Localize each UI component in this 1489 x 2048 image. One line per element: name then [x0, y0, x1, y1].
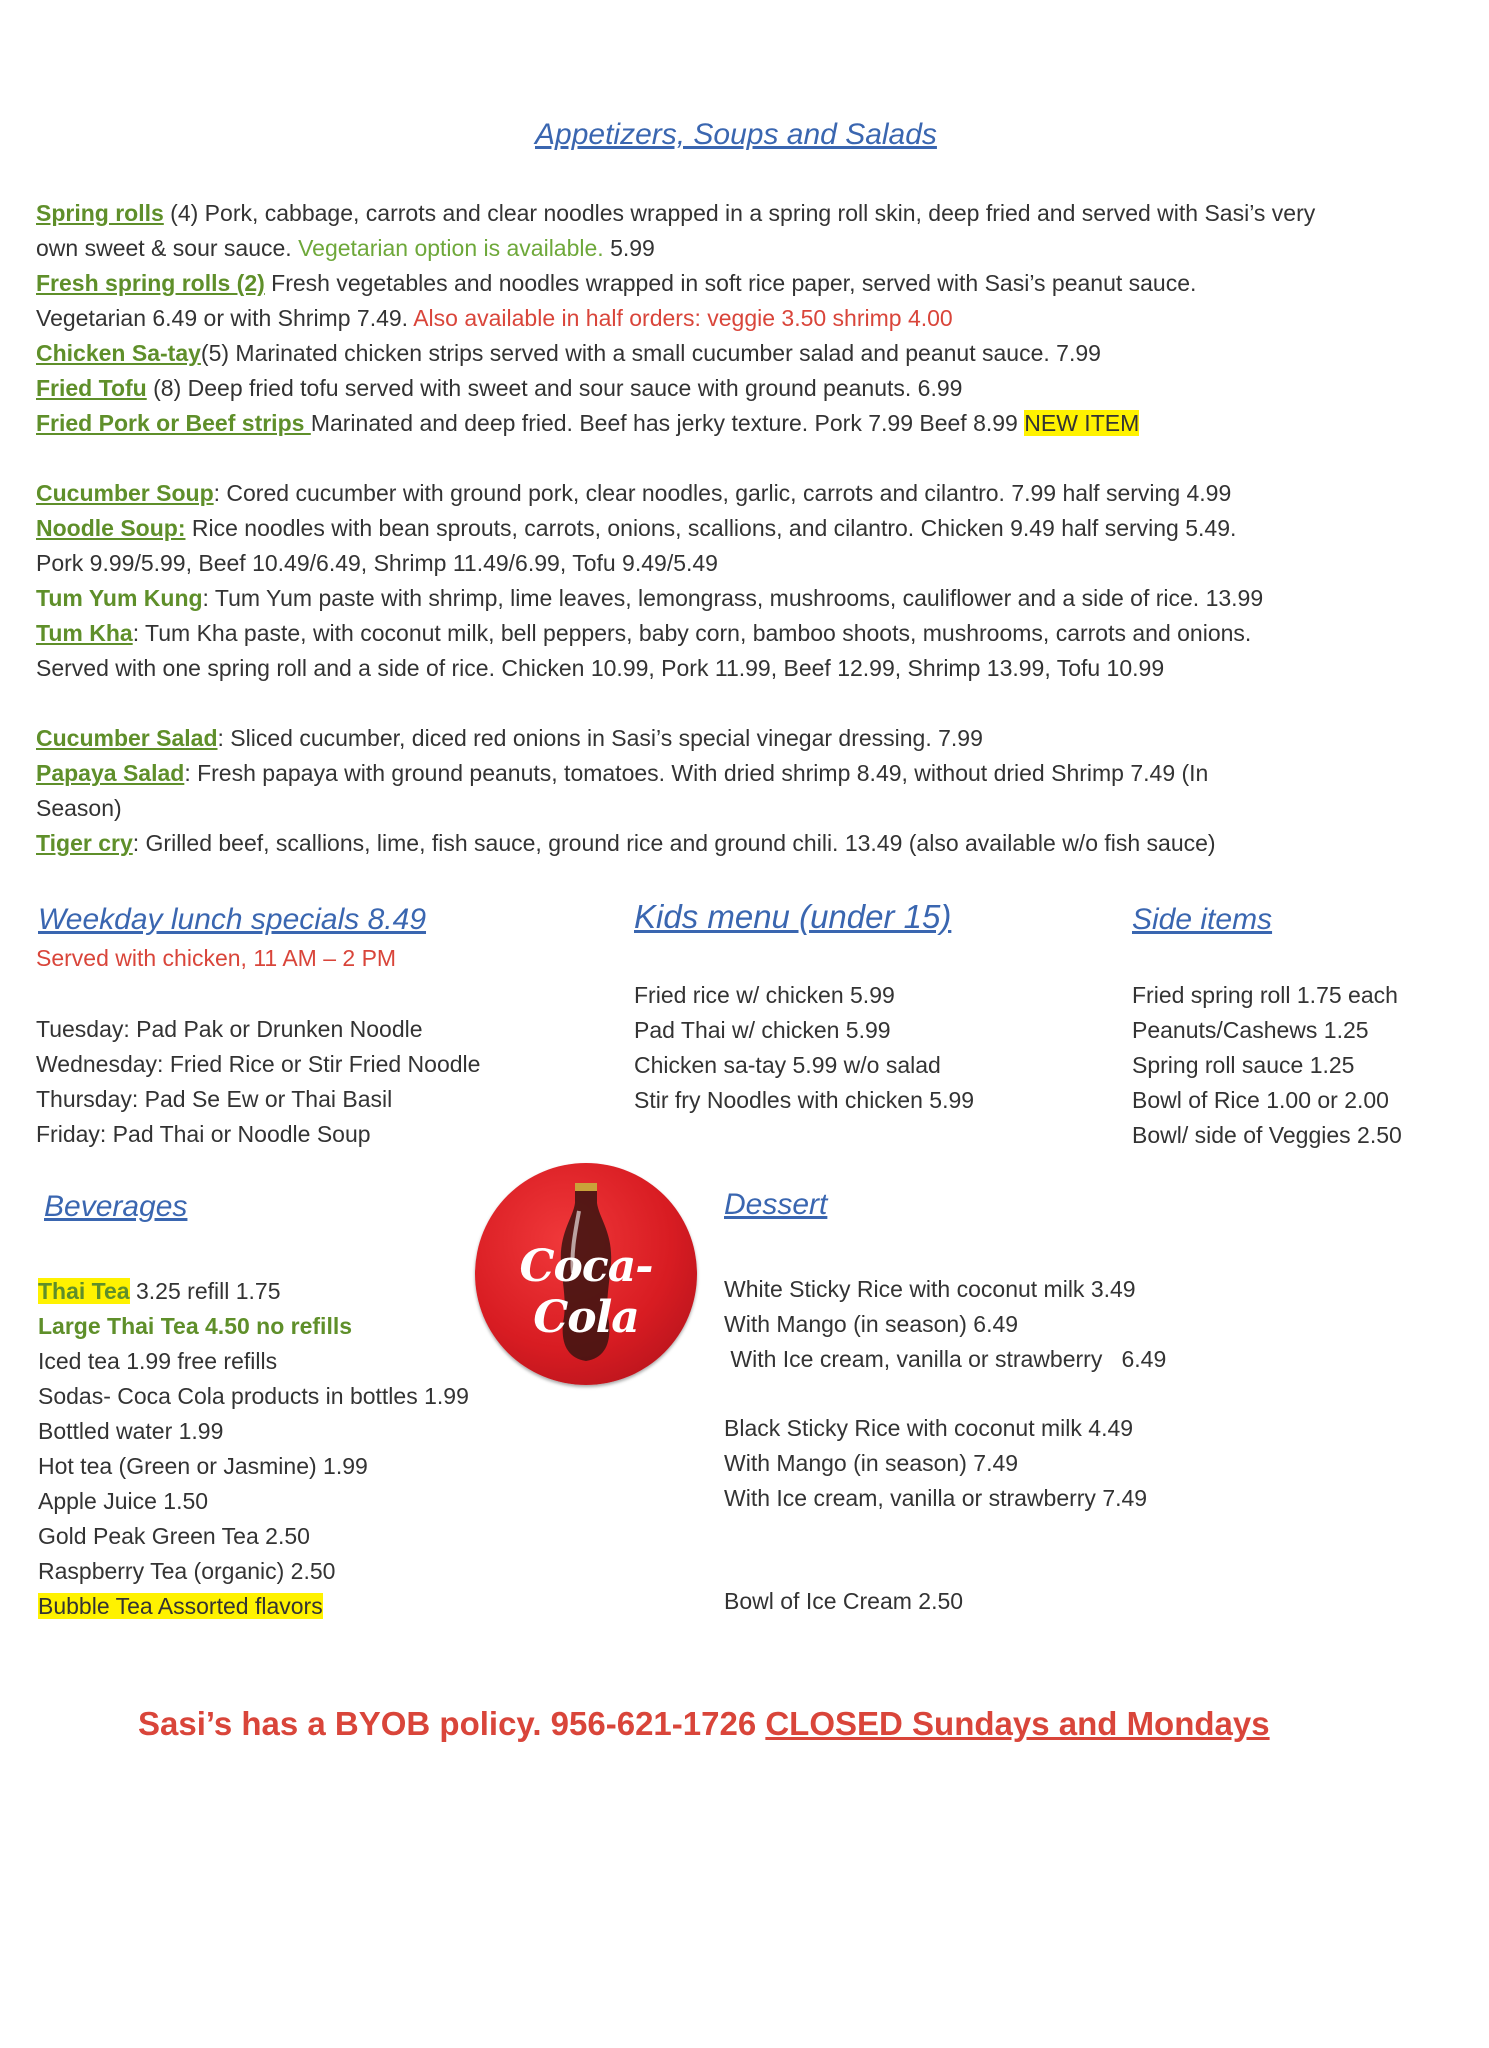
tiger-cry-name: Tiger cry: [36, 830, 133, 856]
lunch-title: Weekday lunch specials 8.49: [38, 903, 427, 936]
cucumber-soup-name: Cucumber Soup: [36, 480, 214, 506]
dessert-item: Bowl of Ice Cream 2.50: [724, 1588, 964, 1614]
coca-cola-logo: [475, 1163, 697, 1385]
lunch-item: Tuesday: Pad Pak or Drunken Noodle: [36, 1016, 423, 1042]
spring-rolls-name: Spring rolls: [36, 200, 164, 226]
tum-yum-desc: : Tum Yum paste with shrimp, lime leaves, lemongrass, mushrooms, cauliflower and a side of rice. 13.99: [202, 585, 1264, 611]
side-item: Peanuts/Cashews 1.25: [1132, 1017, 1369, 1043]
tofu-name: Fried Tofu: [36, 375, 147, 401]
cucumber-salad-desc: : Sliced cucumber, diced red onions in Sasi’s special vinegar dressing. 7.99: [217, 725, 983, 751]
fresh-rolls-name: Fresh spring rolls (2): [36, 270, 265, 296]
satay-desc: (5) Marinated chicken strips served with a small cucumber salad and peanut sauce. 7.99: [200, 340, 1101, 366]
spring-rolls-line-1: [36, 196, 1315, 230]
fresh-rolls-desc: Fresh vegetables and noodles wrapped in soft rice paper, served with Sasi’s peanut sauce.: [264, 270, 1197, 296]
side-item: Spring roll sauce 1.25: [1132, 1052, 1355, 1078]
cucumber-soup-desc: : Cored cucumber with ground pork, clear noodles, garlic, carrots and cilantro. 7.99 half serving 4.99: [213, 480, 1232, 506]
new-item-badge: NEW ITEM: [1024, 410, 1140, 436]
papaya-season: Season): [36, 795, 122, 821]
cucumber-soup-line: [36, 476, 1231, 510]
papaya-salad-name: Papaya Salad: [36, 760, 185, 786]
kids-item: Stir fry Noodles with chicken 5.99: [634, 1087, 975, 1113]
spring-rolls-veg: Vegetarian option is available.: [298, 235, 604, 261]
tum-kha-prices: Served with one spring roll and a side of rice. Chicken 10.99, Pork 11.99, Beef 12.99, Shrimp 13.99, Tofu 10.99: [36, 655, 1165, 681]
beverages-title: Beverages: [44, 1190, 188, 1223]
strips-line: [36, 406, 1139, 440]
kids-item: Fried rice w/ chicken 5.99: [634, 982, 895, 1008]
dessert-item: White Sticky Rice with coconut milk 3.49: [724, 1276, 1136, 1302]
tofu-desc: (8) Deep fried tofu served with sweet and sour sauce with ground peanuts. 6.99: [146, 375, 963, 401]
side-item: Fried spring roll 1.75 each: [1132, 982, 1398, 1008]
bubble-tea: Bubble Tea Assorted flavors: [38, 1593, 323, 1619]
large-thai-tea: Large Thai Tea 4.50 no refills: [38, 1313, 353, 1339]
cucumber-salad-name: Cucumber Salad: [36, 725, 218, 751]
dessert-item: With Ice cream, vanilla or strawberry 6.49: [724, 1346, 1167, 1372]
noodle-soup-line: [36, 511, 1236, 545]
thai-tea-name: Thai Tea: [38, 1278, 130, 1304]
fresh-rolls-line-1: [36, 266, 1196, 300]
spring-rolls-desc: (4) Pork, cabbage, carrots and clear noodles wrapped in a spring roll skin, deep fried and served with Sasi’s very: [163, 200, 1316, 226]
beverage-item: Sodas- Coca Cola products in bottles 1.99: [38, 1383, 469, 1409]
dessert-item: Black Sticky Rice with coconut milk 4.49: [724, 1415, 1134, 1441]
fresh-rolls-half: Also available in half orders: veggie 3.50 shrimp 4.00: [413, 305, 953, 331]
tum-yum-name: Tum Yum Kung: [36, 585, 203, 611]
papaya-salad-desc: : Fresh papaya with ground peanuts, tomatoes. With dried shrimp 8.49, without dried Shrimp 7.49 (In: [184, 760, 1209, 786]
dessert-item: With Mango (in season) 6.49: [724, 1311, 1019, 1337]
kids-item: Pad Thai w/ chicken 5.99: [634, 1017, 891, 1043]
bubble-tea-line: [38, 1589, 323, 1623]
coke-wordmark: Coca-Cola: [519, 1241, 653, 1343]
beverage-item: Gold Peak Green Tea 2.50: [38, 1523, 310, 1549]
dessert-item: With Ice cream, vanilla or strawberry 7.49: [724, 1485, 1148, 1511]
fresh-rolls-price: Vegetarian 6.49 or with Shrimp 7.49.: [36, 305, 414, 331]
spring-rolls-line-2: [36, 231, 655, 265]
kids-item: Chicken sa-tay 5.99 w/o salad: [634, 1052, 941, 1078]
thai-tea-line: [38, 1274, 280, 1308]
spring-rolls-price: 5.99: [603, 235, 655, 261]
spring-rolls-desc-2: own sweet & sour sauce.: [36, 235, 299, 261]
side-item: Bowl/ side of Veggies 2.50: [1132, 1122, 1402, 1148]
tum-yum-line: [36, 581, 1263, 615]
tofu-line: [36, 371, 962, 405]
byob-policy: Sasi’s has a BYOB policy. 956-621-1726: [138, 1705, 766, 1742]
kids-title: Kids menu (under 15): [634, 898, 952, 935]
tiger-cry-desc: : Grilled beef, scallions, lime, fish sauce, ground rice and ground chili. 13.49 (also available w/o fish sauce): [132, 830, 1216, 856]
closed-days: CLOSED Sundays and Mondays: [765, 1705, 1270, 1742]
noodle-soup-name: Noodle Soup:: [36, 515, 186, 541]
strips-name: Fried Pork or Beef strips: [36, 410, 311, 436]
beverage-item: Iced tea 1.99 free refills: [38, 1348, 278, 1374]
beverage-item: Raspberry Tea (organic) 2.50: [38, 1558, 336, 1584]
lunch-item: Wednesday: Fried Rice or Stir Fried Noodle: [36, 1051, 481, 1077]
noodle-soup-desc: Rice noodles with bean sprouts, carrots, onions, scallions, and cilantro. Chicken 9.49 half serving 5.49.: [185, 515, 1237, 541]
fresh-rolls-line-2: [36, 301, 953, 335]
lunch-note: Served with chicken, 11 AM – 2 PM: [36, 945, 397, 971]
dessert-title: Dessert: [724, 1188, 828, 1221]
tum-kha-name: Tum Kha: [36, 620, 133, 646]
lunch-item: Thursday: Pad Se Ew or Thai Basil: [36, 1086, 393, 1112]
tiger-cry-line: [36, 826, 1216, 860]
beverage-item: Apple Juice 1.50: [38, 1488, 209, 1514]
strips-desc: Marinated and deep fried. Beef has jerky texture. Pork 7.99 Beef 8.99: [310, 410, 1025, 436]
satay-line: [36, 336, 1101, 370]
footer: [138, 1705, 1270, 1743]
satay-name: Chicken Sa-tay: [36, 340, 201, 366]
tum-kha-line: [36, 616, 1251, 650]
appetizers-title: Appetizers, Soups and Salads: [535, 118, 937, 151]
side-title: Side items: [1132, 903, 1273, 936]
beverage-item: Hot tea (Green or Jasmine) 1.99: [38, 1453, 368, 1479]
cucumber-salad-line: [36, 721, 983, 755]
dessert-item: With Mango (in season) 7.49: [724, 1450, 1019, 1476]
side-item: Bowl of Rice 1.00 or 2.00: [1132, 1087, 1389, 1113]
tum-kha-desc: : Tum Kha paste, with coconut milk, bell peppers, baby corn, bamboo shoots, mushrooms, carrots and onions.: [132, 620, 1252, 646]
noodle-soup-prices: Pork 9.99/5.99, Beef 10.49/6.49, Shrimp 11.49/6.99, Tofu 9.49/5.49: [36, 550, 718, 576]
lunch-item: Friday: Pad Thai or Noodle Soup: [36, 1121, 371, 1147]
beverage-item: Bottled water 1.99: [38, 1418, 224, 1444]
papaya-salad-line: [36, 756, 1208, 790]
thai-tea-price: 3.25 refill 1.75: [129, 1278, 281, 1304]
